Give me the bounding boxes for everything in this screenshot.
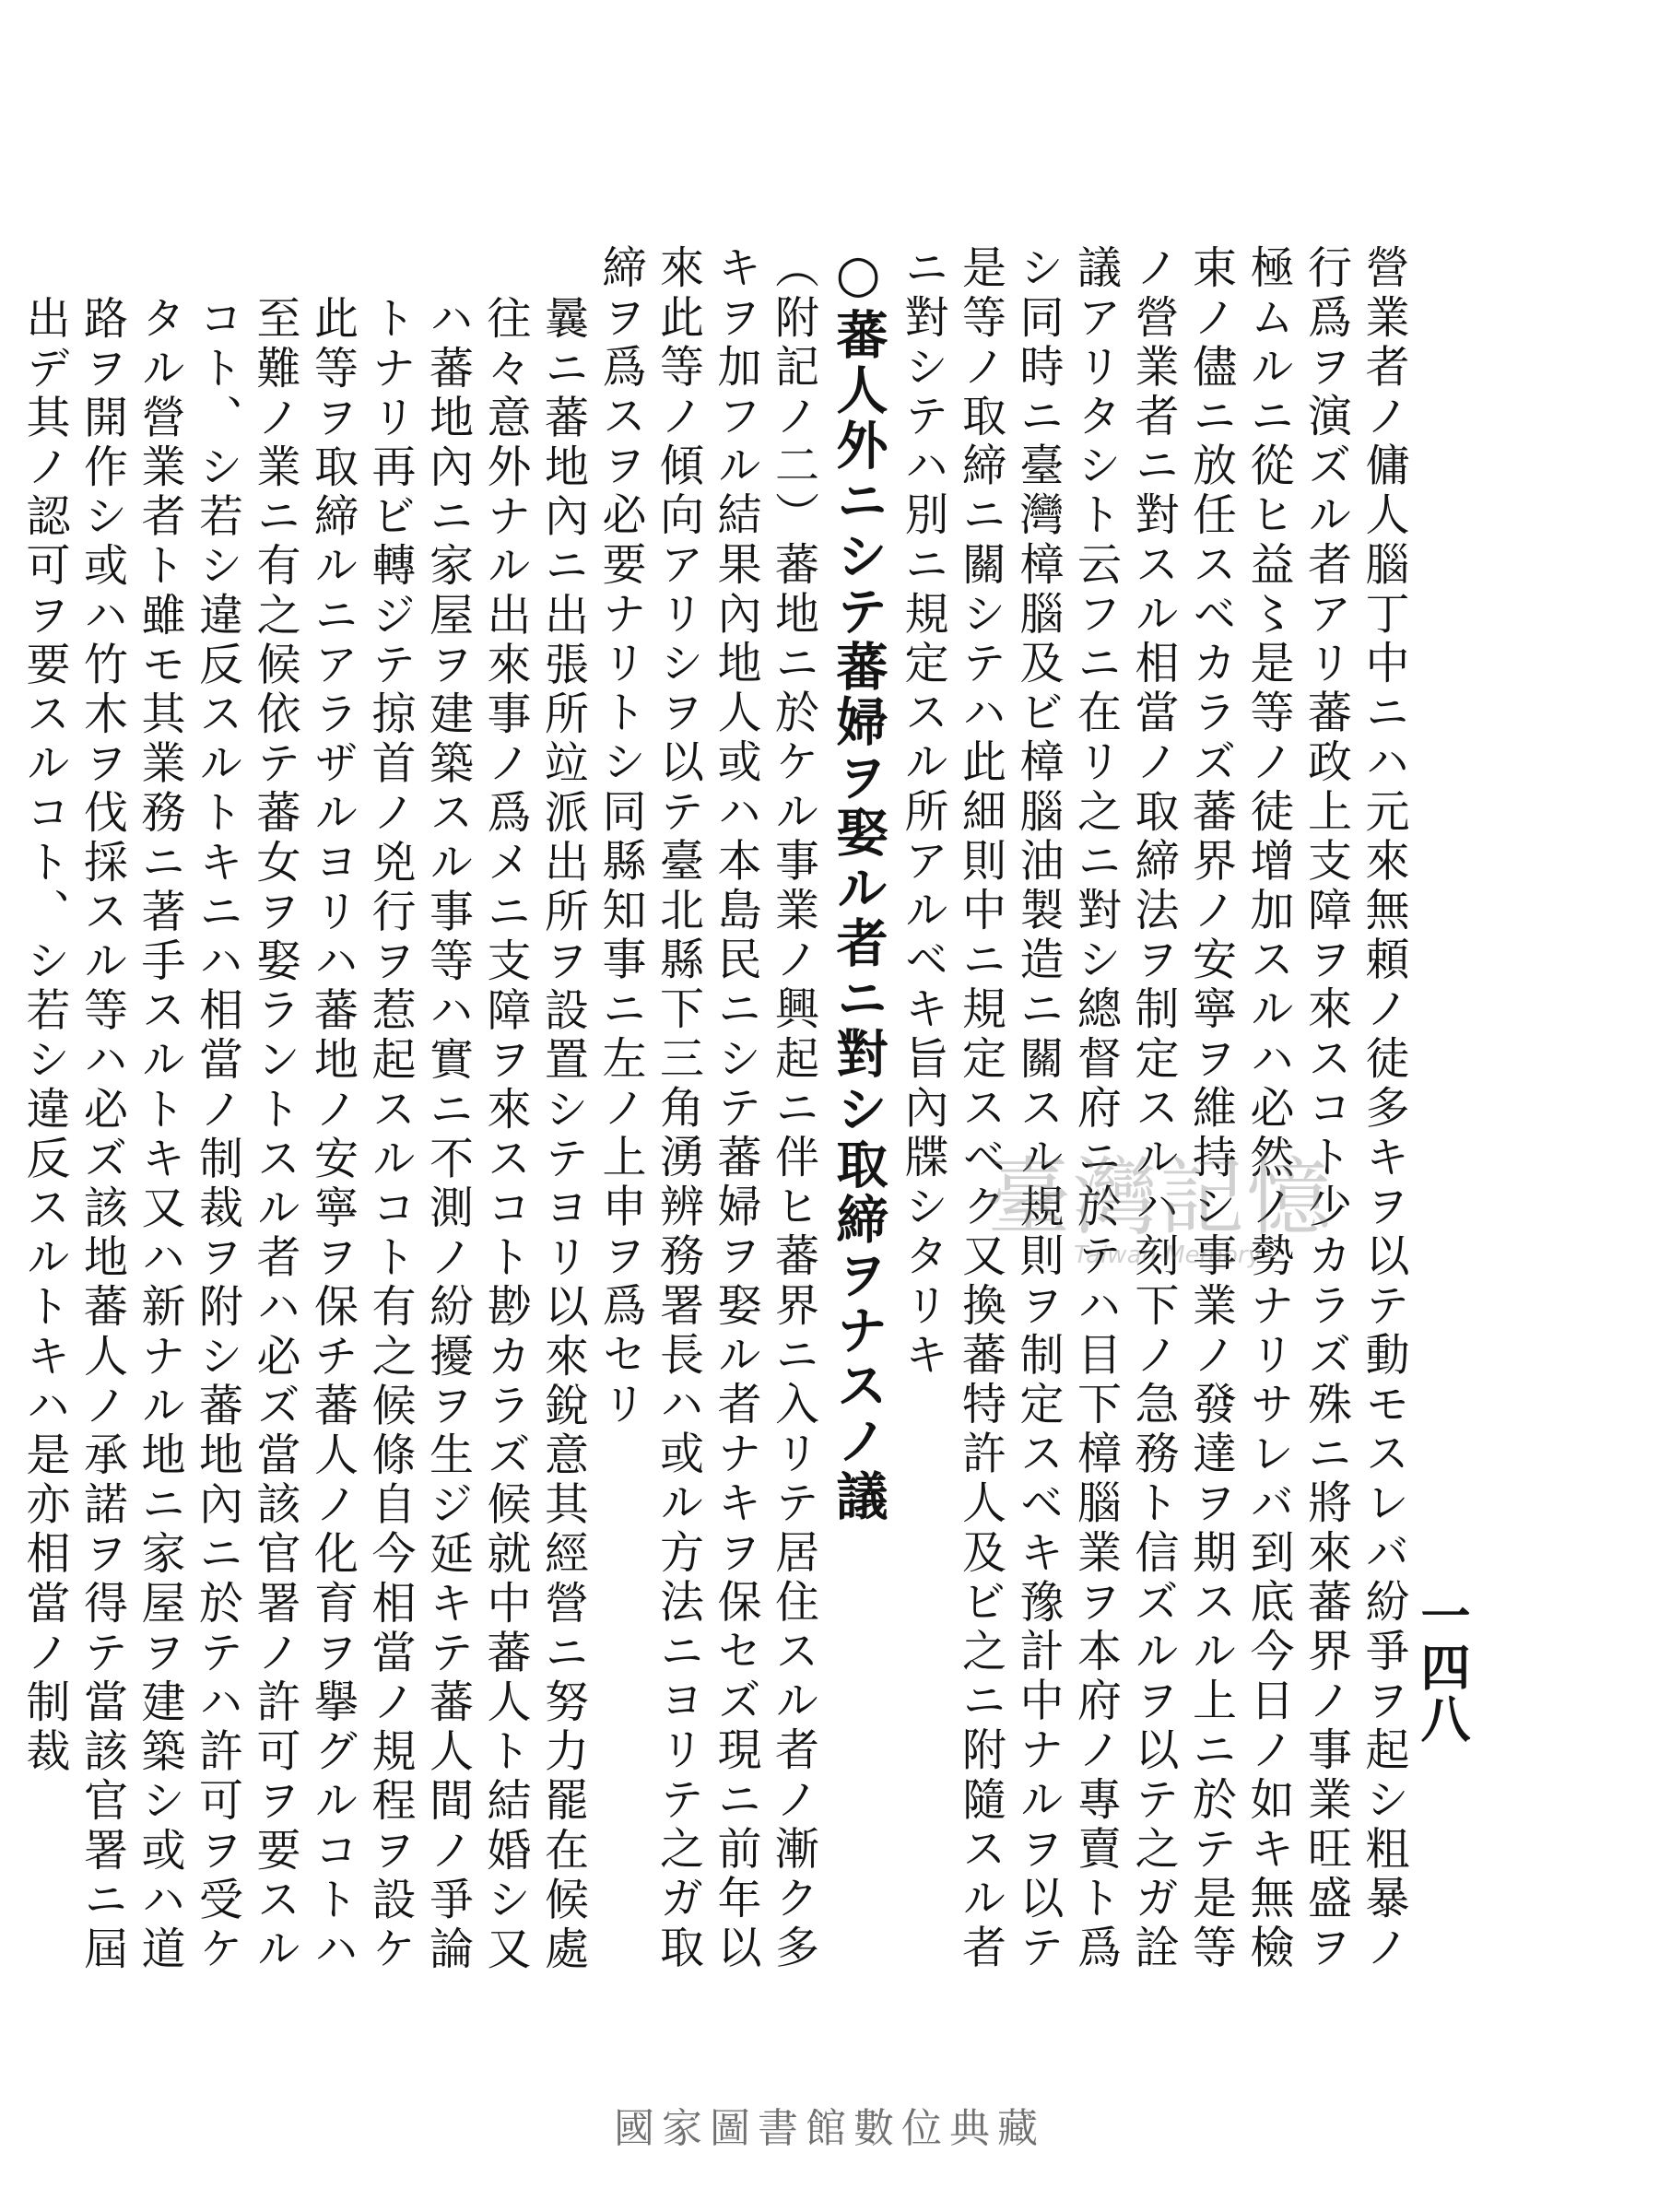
footer-credit: 國家圖書館數位典藏 [614,2105,1045,2152]
page-number: 一四八 [1413,1590,1472,1745]
watermark-sub-text: Taiwan Memory [1074,1241,1262,1269]
vertical-text-block [18,244,1412,2005]
watermark-logo-text: 臺灣記憶 [986,1148,1334,1247]
taiwan-memory-watermark [986,1148,1336,1281]
body-paragraph: （附記ノ二）蕃地ニ於ケル事業ノ興起ニ伴ヒ蕃界ニ入リテ居住スル者ノ漸ク多キヲ加フル結果內地人或ハ本島民ニシテ蕃婦ヲ娶ル者ナキヲ保セズ現ニ前年以來此等ノ傾向アリシヲ以テ臺北縣下三角湧辨務署長ハ或ル方法ニヨリテ之ガ取締ヲ爲スヲ必要ナリトシ同縣知事ニ左ノ上申ヲ爲セリ [594,244,819,1973]
section-heading: ○蕃人外ニシテ蕃婦ヲ娶ル者ニ對シ取締ヲナスノ議 [828,244,888,1524]
quoted-report-paragraph: 曩ニ蕃地內ニ出張所竝派出所ヲ設置シテヨリ以來銳意其經營ニ努力罷在候處往々意外ナル出來事ノ爲メニ支障ヲ來スコト尠カラズ候就中蕃人ト結婚シ又ハ蕃地內ニ家屋ヲ建築スル事等ハ實ニ不測ノ紛擾ヲ生ジ延キテ蕃人間ノ爭論トナリ再ビ轉ジテ掠首ノ兇行ヲ惹起スルコト有之候條自今相當ノ規程ヲ設ケ此等ヲ取締ルニアラザルヨリハ蕃地ノ安寧ヲ保チ蕃人ノ化育ヲ擧グルコトハ至難ノ業ニ有之候依テ蕃女ヲ娶ラントスル者ハ必ズ當該官署ノ許可ヲ要スルコト、シ若シ違反スルトキニハ相當ノ制裁ヲ附シ蕃地內ニ於テハ許可ヲ受ケタル營業者ト雖モ其業務ニ著手スルトキ又ハ新ナル地ニ家屋ヲ建築シ或ハ道路ヲ開作シ或ハ竹木ヲ伐採スル等ハ必ズ該地蕃人ノ承諾ヲ得テ當該官署ニ屆出デ其ノ認可ヲ要スルコト、シ若シ違反スルトキハ是亦相當ノ制裁 [18,295,589,1975]
body-paragraph: 營業者ノ傭人腦丁中ニハ元來無頼ノ徒多キヲ以テ動モスレバ紛爭ヲ起シ粗暴ノ行爲ヲ演ズル者アリ蕃政上支障ヲ來スコト少カラズ殊ニ將來蕃界ノ事業旺盛ヲ極ムルニ從ヒ益〻是等ノ徒增加スルハ必然ノ勢ナリサレバ到底今日ノ如キ無檢束ノ儘ニ放任スベカラズ蕃界ノ安寧ヲ維持シ事業ノ發達ヲ期スル上ニ於テ是等ノ營業者ニ對スル相當ノ取締法ヲ制定スルハ刻下ノ急務ト信ズルヲ以テ之ガ詮議アリタシト云フニ在リ之ニ對シ總督府ニ於テハ目下樟腦業ヲ本府ノ專賣ト爲シ同時ニ臺灣樟腦及ビ樟腦油製造ニ關スル規則ヲ制定スベキ豫計中ナルヲ以テ是等ノ取締ニ關シテハ此細則中ニ規定スベク又換蕃特許人及ビ之ニ附隨スル者ニ對シテハ別ニ規定スル所アルベキ旨內牒シタリキ [897,244,1409,1973]
